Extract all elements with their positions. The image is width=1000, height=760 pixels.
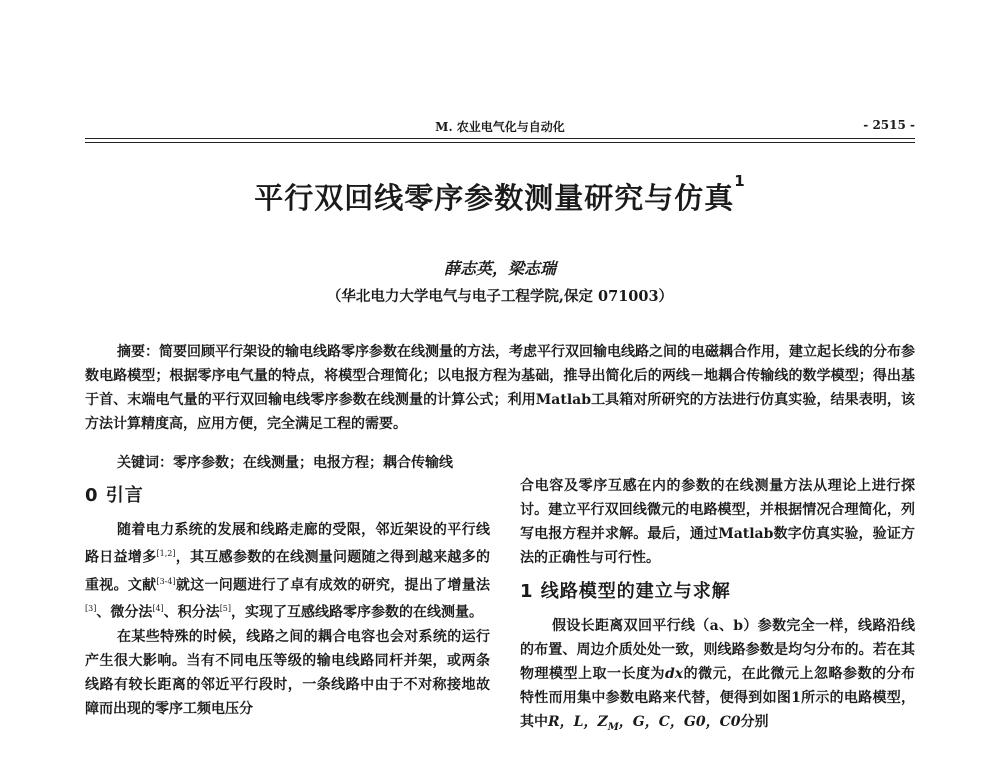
affiliation: （华北电力大学电气与电子工程学院,保定 071003） xyxy=(326,288,674,305)
section-heading-model: 1 线路模型的建立与求解 xyxy=(520,581,731,602)
citation: [1,2] xyxy=(156,549,176,558)
authors: 薛志英，梁志瑞 xyxy=(443,259,556,278)
journal-name: M. 农业电气化与自动化 xyxy=(435,120,565,134)
abstract-label: 摘要： xyxy=(117,344,159,360)
page-number: - 2515 - xyxy=(863,118,915,132)
paper-title-text: 平行双回线零序参数测量研究与仿真 xyxy=(254,181,735,215)
citation: [3] xyxy=(85,604,97,614)
keywords-label: 关键词： xyxy=(117,455,173,471)
keywords-text: 零序参数；在线测量；电报方程；耦合传输线 xyxy=(173,455,453,471)
paper-title xyxy=(0,172,1000,217)
variables: R，L，Z xyxy=(548,714,608,730)
intro-paragraph-2: 在某些特殊的时候，线路之间的耦合电容也会对系统的运行产生很大影响。当有不同电压等级的输电线路同杆并架，或两条线路有较长距离的邻近平行段时，一条线路中由于不对称接地故障而出现的零序工频电压分 xyxy=(85,628,490,717)
right-column xyxy=(520,474,915,740)
intro-paragraph-1: 随着电力系统的发展和线路走廊的受限，邻近架设的平行线路日益增多[1,2]，其互感参数的在线测量问题随之得到越来越多的重视。文献[3-4]就这一问题进行了卓有成效的研究，提出了增量法[3]、微分法[4]、积分法[5]，实现了互感线路零序参数的在线测量。 xyxy=(85,522,491,621)
citation: [3-4] xyxy=(156,576,176,586)
intro-paragraph-3: 合电容及零序互感在内的参数的在线测量方法从理论上进行探讨。建立平行双回线微元的电路模型，并根据情况合理简化，列写电报方程并求解。最后，通过Matlab数字仿真实验，验证方法的正确性与可行性。 xyxy=(520,478,915,566)
header-rule-thin xyxy=(85,142,915,143)
header-rule-thick xyxy=(85,138,915,139)
abstract xyxy=(85,340,915,436)
model-paragraph-1: 假设长距离双回平行线（a、b）参数完全一样，线路沿线的布置、周边介质处处一致，则线路参数是均匀分布的。若在其物理模型上取一长度为dx的微元，在此微元上忽略参数的分布特性而用集中参数电路来代替，便得到如图1所示的电路模型，其中R，L，$Z_M$，G，C，G0，C0分别 xyxy=(520,618,916,733)
section-heading-intro: 0 引言 xyxy=(85,485,144,506)
running-header xyxy=(85,118,915,138)
citation: [4] xyxy=(152,604,164,614)
citation: [5] xyxy=(219,604,232,614)
abstract-text: 简要回顾平行架设的输电线路零序参数在线测量的方法，考虑平行双回输电线路之间的电磁耦合作用，建立起长线的分布参数电路模型；根据零序电气量的特点，将模型合理简化；以电报方程为基础，推导出简化后的两线－地耦合传输线的数学模型；得出基于首、末端电气量的平行双回输电线零序参数在线测量的计算公式；利用Matlab工具箱对所研究的方法进行仿真实验，结果表明，该方法计算精度高，应用方便，完全满足工程的需要。 xyxy=(85,344,915,432)
left-column xyxy=(85,482,490,721)
keywords xyxy=(117,452,453,472)
title-footnote-mark: 1 xyxy=(734,172,746,190)
variable-dx: dx xyxy=(664,666,684,682)
